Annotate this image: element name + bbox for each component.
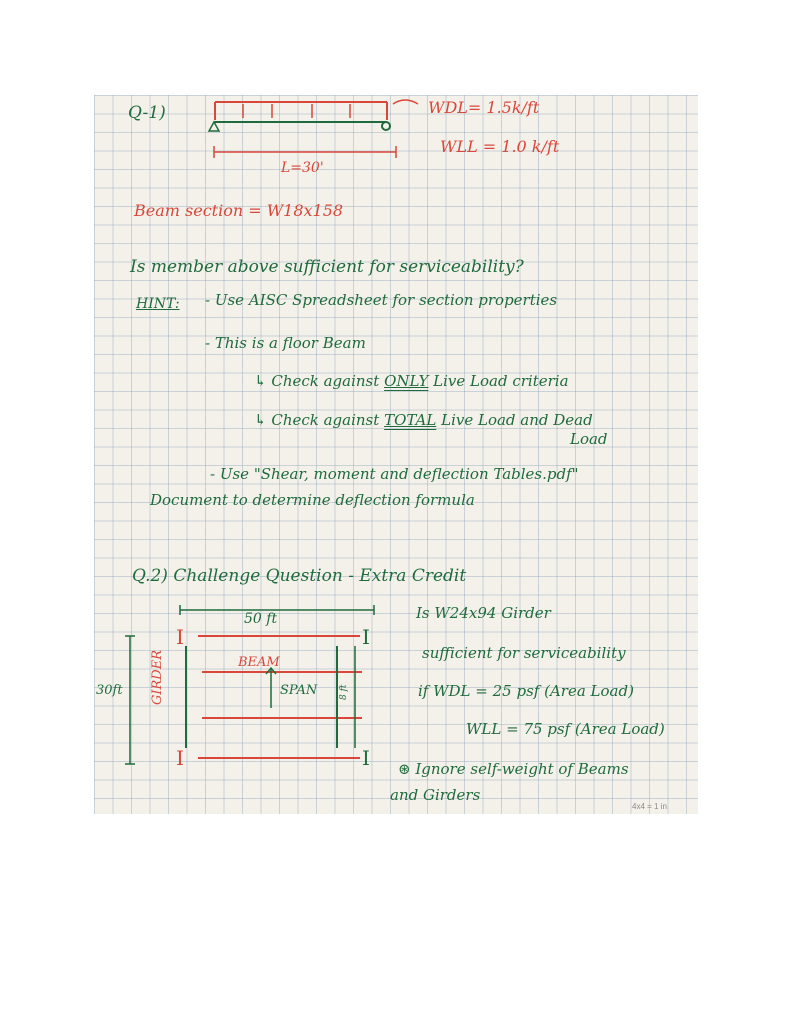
q2-title: Q.2) Challenge Question - Extra Credit [132,566,467,586]
q2-text-2: sufficient for serviceability [422,644,626,662]
q2-note-2: and Girders [390,786,481,804]
q1-dead-load: WDL= 1.5k/ft [428,98,540,117]
q1-label: Q-1) [128,103,166,123]
q2-spacing-label: 8 ft [339,684,349,700]
check-2-prefix: ↳ Check against [254,411,380,429]
q1-span-length: L=30' [281,160,324,176]
hint-label: HINT: [136,296,180,312]
q2-dim-side: 30ft [96,683,123,698]
q2-dim-top: 50 ft [244,611,278,627]
hint-1: - Use AISC Spreadsheet for section properties [205,291,558,309]
doc-line-2: Document to determine deflection formula [150,491,475,509]
q2-note-1: ⊛ Ignore self-weight of Beams [398,760,629,778]
check-1 [254,372,569,390]
check-2 [254,411,593,429]
check-2-key: TOTAL [384,411,437,429]
q2-span-label: SPAN [280,683,318,698]
check-2-suffix: Live Load and Dead [441,411,593,429]
hint-2: - This is a floor Beam [205,334,366,352]
svg-text:I: I [362,625,370,649]
check-1-prefix: ↳ Check against [254,372,380,390]
check-1-key: ONLY [384,372,429,390]
q2-text-1: Is W24x94 Girder [416,604,551,622]
q1-live-load: WLL = 1.0 k/ft [440,137,560,156]
q1-question: Is member above sufficient for serviceability? [130,257,524,277]
q2-girder-label: GIRDER [150,649,165,705]
svg-text:I: I [176,625,184,649]
q2-beam-label: BEAM [238,655,280,670]
q1-beam-section: Beam section = W18x158 [134,201,344,220]
check-1-suffix: Live Load criteria [433,372,569,390]
svg-text:I: I [362,746,370,770]
svg-text:I: I [176,746,184,770]
doc-line-1: - Use "Shear, moment and deflection Tables.pdf" [210,465,579,483]
q2-text-3: if WDL = 25 psf (Area Load) [418,682,634,700]
q2-text-4: WLL = 75 psf (Area Load) [466,720,665,738]
check-2-cont: Load [570,430,608,448]
grid-scale-note: 4x4 = 1 in [632,802,667,811]
